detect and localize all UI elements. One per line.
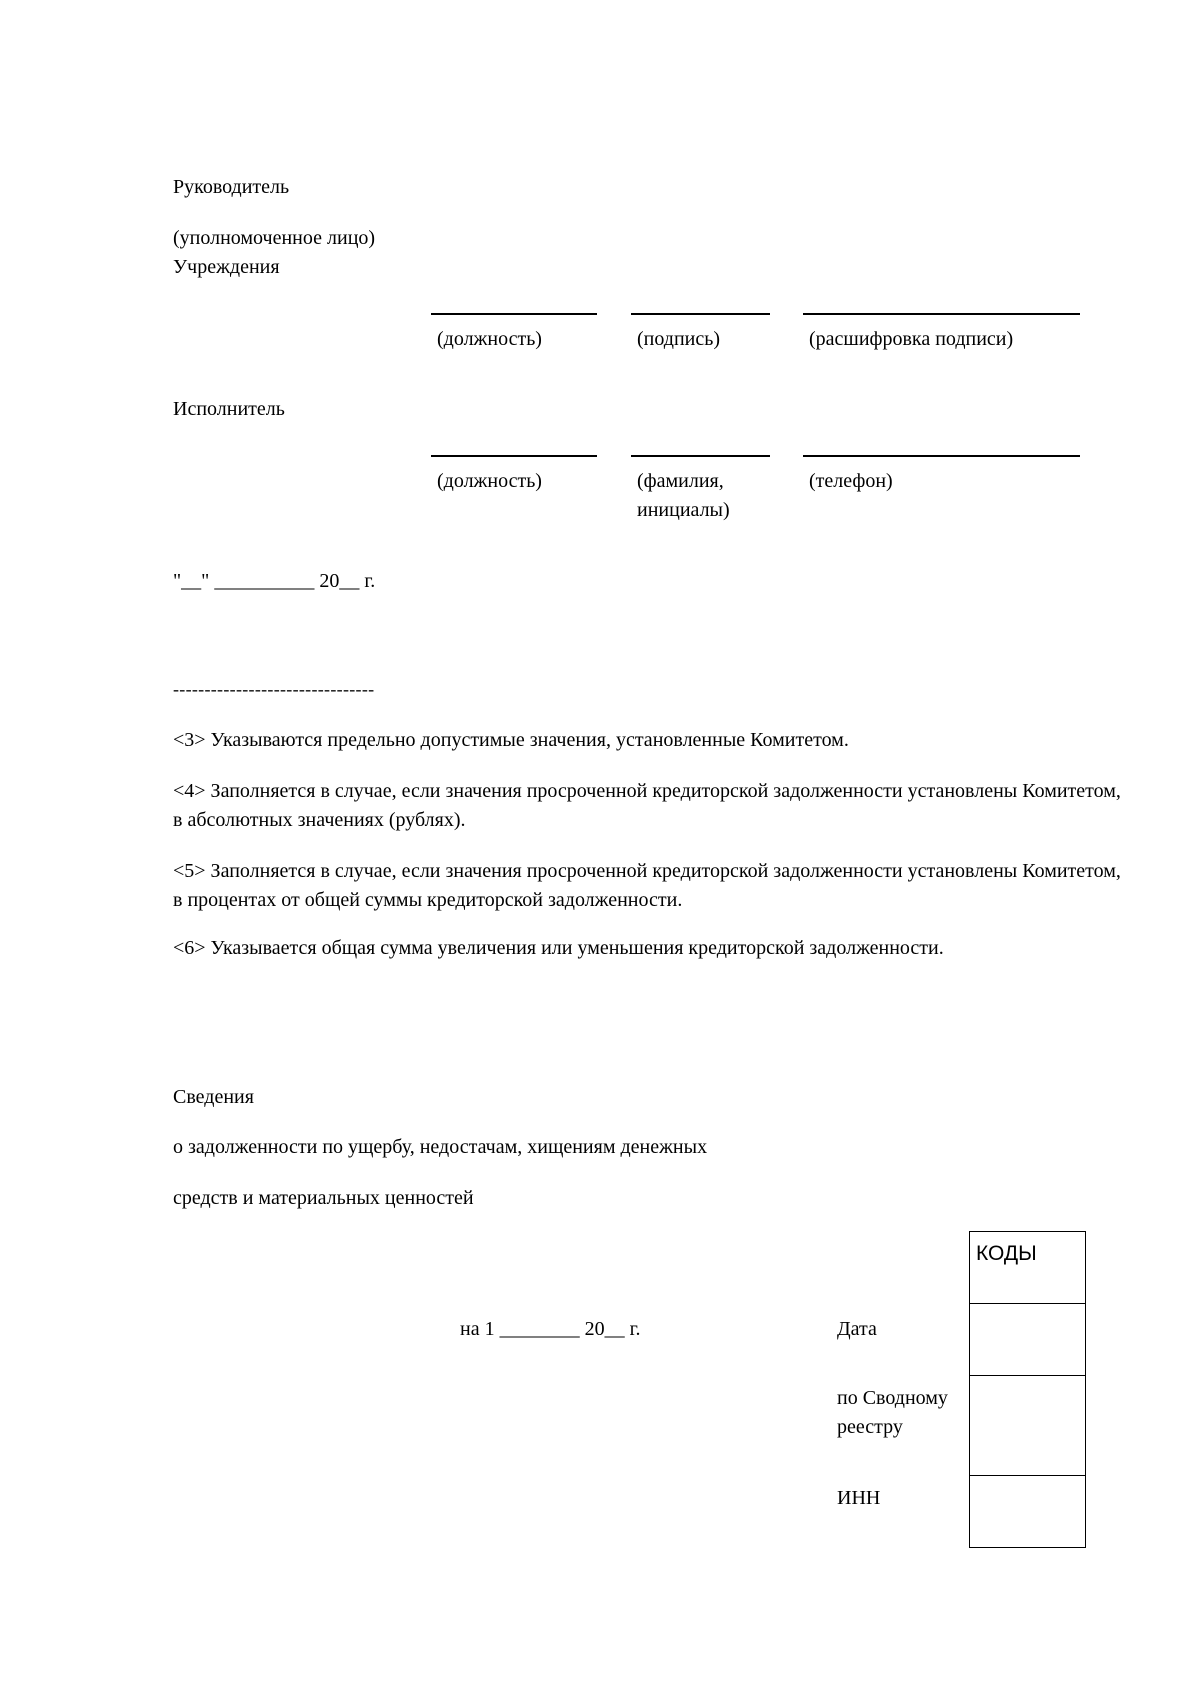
codes-inn-cell	[970, 1475, 1085, 1547]
executor-position-line	[431, 455, 597, 457]
executor-name-line	[631, 455, 770, 457]
codes-table	[969, 1231, 1086, 1548]
executor-initials-caption: инициалы)	[637, 499, 730, 521]
head-signature-line	[631, 313, 770, 315]
codes-date-cell	[970, 1303, 1085, 1375]
head-signature-decoding-caption: (расшифровка подписи)	[809, 328, 1014, 350]
footnote-item: <5> Заполняется в случае, если значения просроченной кредиторской задолженности установлены Комитетом, в процентах от общей суммы кредиторской задолженности.	[173, 860, 1121, 911]
report-title: Сведения	[173, 1086, 254, 1108]
executor-phone-caption: (телефон)	[809, 470, 893, 492]
head-signature-decoding-line	[803, 313, 1080, 315]
codes-registry-label: по Сводному	[837, 1387, 948, 1409]
institution-label: Учреждения	[173, 256, 280, 278]
executor-position-caption: (должность)	[437, 470, 542, 492]
codes-registry-cell	[970, 1375, 1085, 1475]
codes-header: КОДЫ	[976, 1242, 1037, 1265]
footnote-item: <3> Указываются предельно допустимые значения, установленные Комитетом.	[173, 729, 849, 751]
head-position-line	[431, 313, 597, 315]
head-signature-caption: (подпись)	[637, 328, 721, 350]
codes-inn-label: ИНН	[837, 1487, 881, 1509]
report-subtitle: о задолженности по ущербу, недостачам, хищениям денежных	[173, 1136, 708, 1158]
footnote-item: <6> Указывается общая сумма увеличения или уменьшения кредиторской задолженности.	[173, 937, 944, 959]
authorized-person-label: (уполномоченное лицо)	[173, 227, 376, 249]
executor-label: Исполнитель	[173, 398, 285, 420]
executor-name-caption: (фамилия,	[637, 470, 724, 492]
date-line: "__" __________ 20__ г.	[173, 570, 376, 592]
head-position-caption: (должность)	[437, 328, 542, 350]
footnote-item: <4> Заполняется в случае, если значения просроченной кредиторской задолженности установлены Комитетом, в абсолютных значениях (рублях).	[173, 780, 1121, 831]
footnote-separator: --------------------------------	[173, 679, 375, 699]
report-subtitle: средств и материальных ценностей	[173, 1187, 474, 1209]
codes-registry-label: реестру	[837, 1416, 903, 1438]
report-date: на 1 ________ 20__ г.	[460, 1318, 641, 1340]
executor-phone-line	[803, 455, 1080, 457]
head-label: Руководитель	[173, 176, 290, 198]
codes-date-label: Дата	[837, 1318, 877, 1340]
